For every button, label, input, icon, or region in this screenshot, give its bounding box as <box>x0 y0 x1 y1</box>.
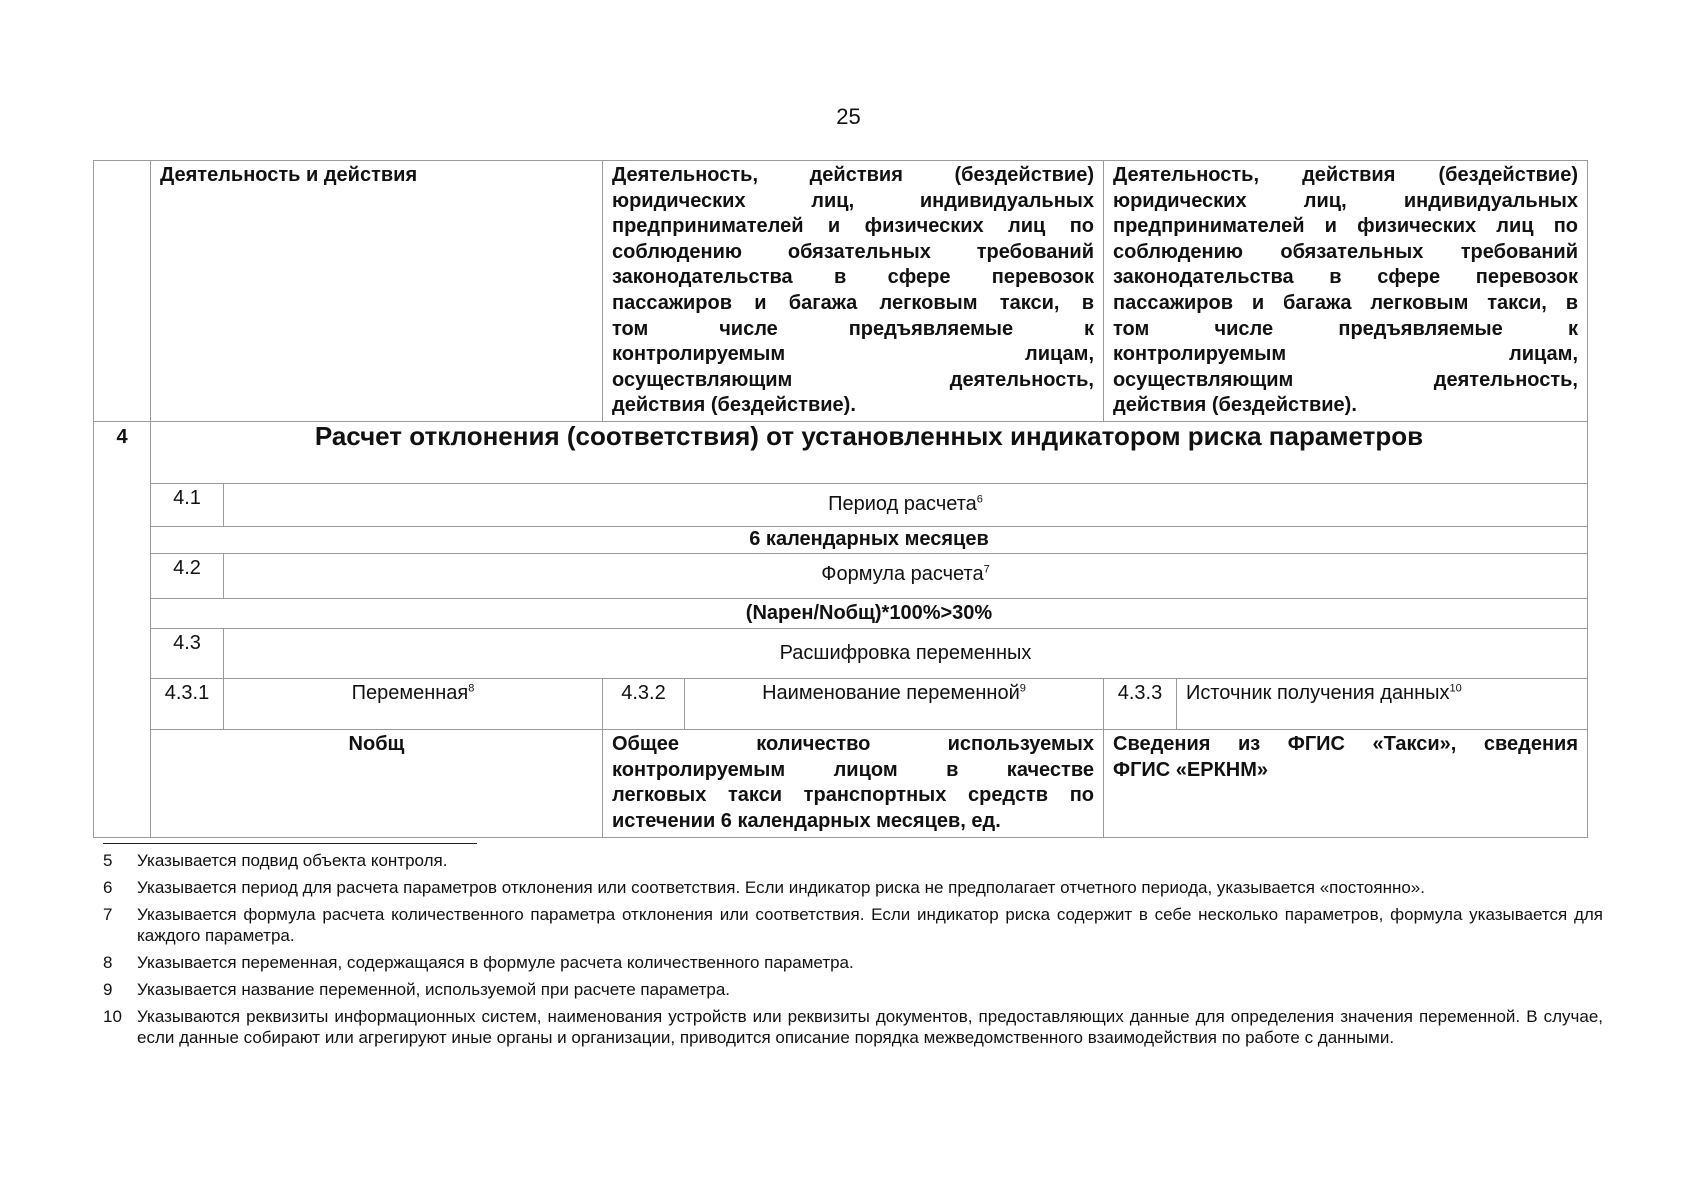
footnote-ref-6: 6 <box>976 493 983 506</box>
footnote-ref-9: 9 <box>1019 682 1026 695</box>
variable-data-row <box>94 730 1588 837</box>
variable-header: Переменная$^8$ <box>224 679 603 730</box>
activity-row <box>94 161 1588 422</box>
calc-period-value: 6 календарных месяцев <box>151 526 1588 553</box>
row-4-2-value <box>94 598 1588 629</box>
variable-name-header: Наименование переменной$^9$ <box>685 679 1104 730</box>
footnote-ref-7: 7 <box>983 562 990 575</box>
footnote-8: 8 Указывается переменная, содержащаяся в формуле расчета количественного параметра. <box>103 953 854 972</box>
calc-period-label: Период расчета$^6$ <box>224 483 1588 526</box>
variables-decoding-label: Расшифровка переменных <box>224 629 1588 679</box>
variable-name: Общее количество используемых контролируемым лицом в качестве легковых такси транспортных средств по истечении 6 календарных месяцев, ед. <box>603 730 1104 837</box>
activity-description-b: Деятельность, действия (бездействие) юридических лиц, индивидуальных предпринимателей и физических лиц по соблюдению обязательных требований законодательства в сфере перевозок пассажиров и багажа легковым такси, в том числе предъявляемые к контролируемым лицам, осуществляющим деятельность, действия (бездействие). <box>1104 161 1588 422</box>
row-4-1 <box>94 483 1588 526</box>
footnote-separator <box>103 843 477 844</box>
footnote-7: 7 Указывается формула расчета количественного параметра отклонения или соответствия. Если индикатор риска содержит в себе несколько параметров, формула указывается для каждого параметра. <box>103 905 1603 945</box>
footnote-9: 9 Указывается название переменной, используемой при расчете параметра. <box>103 980 730 999</box>
row-4-3 <box>94 629 1588 679</box>
formula-label: Формула расчета$^7$ <box>224 553 1588 598</box>
footnote-10: 10 Указываются реквизиты информационных систем, наименования устройств или реквизиты документов, предоставляющих данные для определения значения переменной. В случае, если данные собирают или агрегируют иные органы и организации, приводится описание порядка межведомственного взаимодействия по работе с данными. <box>103 1007 1603 1047</box>
footnotes <box>103 850 1603 1054</box>
data-source: Сведения из ФГИС «Такси», сведения ФГИС «ЕРКНМ» <box>1104 730 1588 837</box>
row-4-1-value <box>94 526 1588 553</box>
row-4-2 <box>94 553 1588 598</box>
data-source-header: Источник получения данных$^{10}$ <box>1177 679 1588 730</box>
row-number-4-3-1: 4.3.1 <box>151 679 224 730</box>
formula-value: (Nарен/Nобщ)*100%>30% <box>151 598 1588 629</box>
activity-description-a: Деятельность, действия (бездействие) юридических лиц, индивидуальных предпринимателей и физических лиц по соблюдению обязательных требований законодательства в сфере перевозок пассажиров и багажа легковым такси, в том числе предъявляемые к контролируемым лицам, осуществляющим деятельность, действия (бездействие). <box>603 161 1104 422</box>
footnote-ref-8: 8 <box>468 682 475 695</box>
row-number-4-3-3: 4.3.3 <box>1104 679 1177 730</box>
section-title-row <box>94 421 1588 483</box>
footnote-ref-10: 10 <box>1449 682 1462 695</box>
footnote-6: 6 Указывается период для расчета параметров отклонения или соответствия. Если индикатор риска не предполагает отчетного периода, указывается «постоянно». <box>103 878 1425 897</box>
footnote-5: 5 Указывается подвид объекта контроля. <box>103 851 448 870</box>
variables-header-row <box>94 679 1588 730</box>
activity-label: Деятельность и действия <box>151 161 603 422</box>
row-number-4-3: 4.3 <box>151 629 224 679</box>
section-title: Расчет отклонения (соответствия) от установленных индикатором риска параметров <box>151 421 1588 483</box>
page-number: 25 <box>836 104 861 129</box>
empty-number-cell <box>94 161 151 422</box>
risk-indicator-table <box>93 160 1588 838</box>
row-number-4-1: 4.1 <box>151 483 224 526</box>
variable-symbol: Nобщ <box>151 730 603 837</box>
row-number-4-2: 4.2 <box>151 553 224 598</box>
row-number-4-3-2: 4.3.2 <box>603 679 685 730</box>
section-number: 4 <box>94 421 151 837</box>
